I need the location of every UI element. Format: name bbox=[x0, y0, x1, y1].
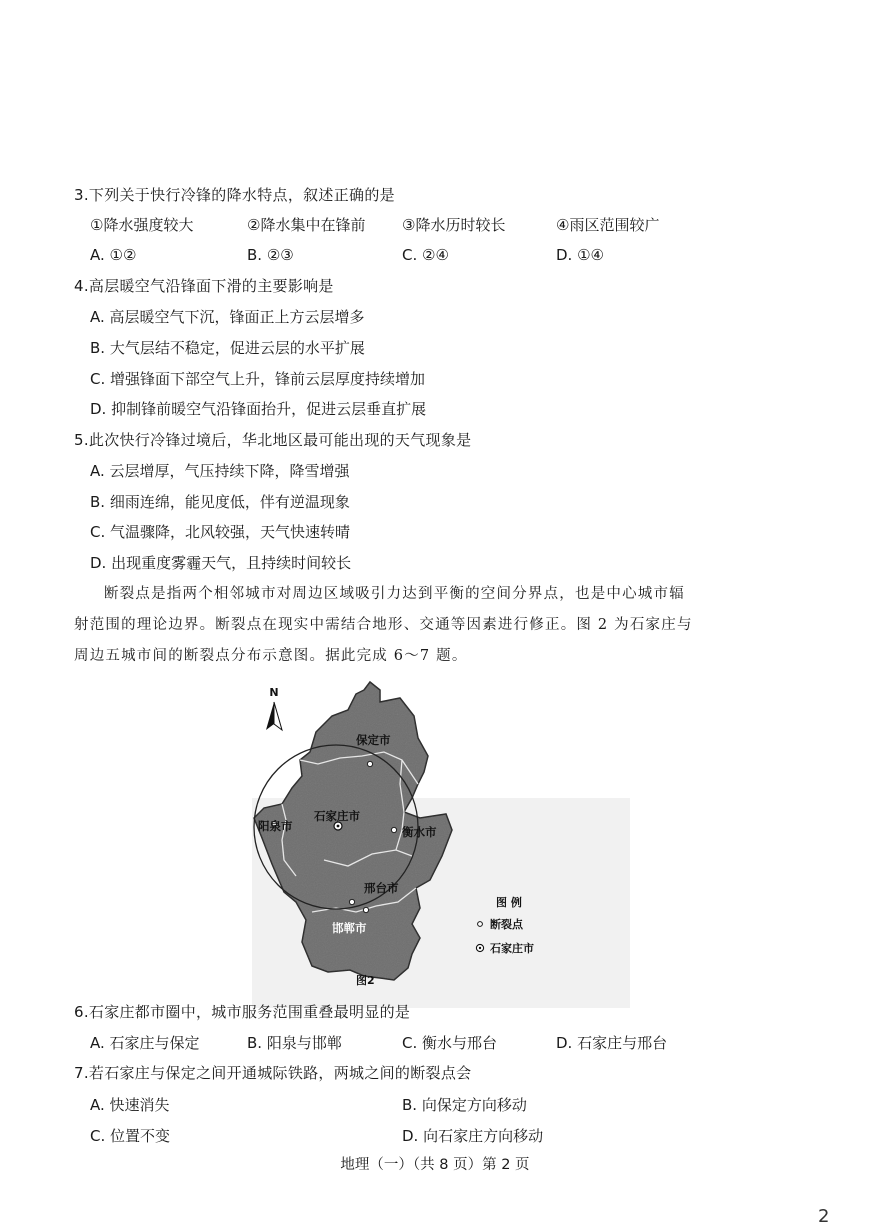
legend-city-icon-dot bbox=[479, 947, 481, 949]
q4-option-d: D. 抑制锋前暖空气沿锋面抬升，促进云层垂直扩展 bbox=[90, 400, 427, 418]
breaking-point-hengshui bbox=[391, 827, 396, 832]
q6-option-b: B. 阳泉与邯郸 bbox=[247, 1034, 342, 1052]
q3-option-a: A. ①② bbox=[90, 246, 137, 264]
q5-option-b: B. 细雨连绵，能见度低，伴有逆温现象 bbox=[90, 493, 350, 511]
map-svg bbox=[252, 680, 632, 1010]
q5-option-d: D. 出现重度雾霾天气，且持续时间较长 bbox=[90, 554, 352, 572]
north-label: N bbox=[269, 686, 279, 699]
q4-stem: 4.高层暖空气沿锋面下滑的主要影响是 bbox=[74, 277, 334, 295]
legend-breaking-point-icon bbox=[478, 922, 483, 927]
q6-option-c: C. 衡水与邢台 bbox=[402, 1034, 498, 1052]
q6-stem: 6.石家庄都市圈中，城市服务范围重叠最明显的是 bbox=[74, 1003, 411, 1021]
q6-option-d: D. 石家庄与邢台 bbox=[556, 1034, 668, 1052]
q5-stem: 5.此次快行冷锋过境后，华北地区最可能出现的天气现象是 bbox=[74, 431, 472, 449]
passage-line-2: 射范围的理论边界。断裂点在现实中需结合地形、交通等因素进行修正。图 2 为石家庄与 bbox=[74, 617, 693, 633]
breaking-point-handan bbox=[363, 907, 368, 912]
legend-title: 图 例 bbox=[496, 896, 522, 909]
q3-option-d: D. ①④ bbox=[556, 246, 604, 264]
city-label-hengshui: 衡水市 bbox=[402, 825, 437, 839]
q3-item-2: ②降水集中在锋前 bbox=[247, 216, 366, 234]
figure-caption: 图2 bbox=[356, 974, 375, 987]
city-label-yangquan: 阳泉市 bbox=[258, 819, 293, 833]
q5-option-a: A. 云层增厚，气压持续下降，降雪增强 bbox=[90, 462, 350, 480]
q5-option-c: C. 气温骤降，北风较强，天气快速转晴 bbox=[90, 523, 351, 541]
page-number: 2 bbox=[818, 1206, 830, 1227]
q4-option-a: A. 高层暖空气下沉，锋面正上方云层增多 bbox=[90, 308, 365, 326]
q7-option-d: D. 向石家庄方向移动 bbox=[402, 1127, 544, 1145]
q7-option-b: B. 向保定方向移动 bbox=[402, 1096, 527, 1114]
city-label-shijiazhuang: 石家庄市 bbox=[314, 809, 360, 823]
q3-item-3: ③降水历时较长 bbox=[402, 216, 506, 234]
shijiazhuang-symbol-dot bbox=[337, 825, 340, 828]
north-arrow-icon bbox=[266, 702, 282, 730]
q6-option-a: A. 石家庄与保定 bbox=[90, 1034, 200, 1052]
q3-option-b: B. ②③ bbox=[247, 246, 294, 264]
q7-stem: 7.若石家庄与保定之间开通城际铁路，两城之间的断裂点会 bbox=[74, 1064, 472, 1082]
q7-option-a: A. 快速消失 bbox=[90, 1096, 170, 1114]
passage-line-1: 断裂点是指两个相邻城市对周边区域吸引力达到平衡的空间分界点，也是中心城市辐 bbox=[104, 586, 685, 602]
figure-2-map bbox=[252, 680, 632, 1010]
passage-line-3: 周边五城市间的断裂点分布示意图。据此完成 6～7 题。 bbox=[74, 648, 468, 664]
q4-option-b: B. 大气层结不稳定，促进云层的水平扩展 bbox=[90, 339, 365, 357]
q7-option-c: C. 位置不变 bbox=[90, 1127, 171, 1145]
breaking-point-baoding bbox=[367, 761, 372, 766]
city-label-baoding: 保定市 bbox=[356, 733, 391, 747]
page-footer: 地理（一）（共 8 页）第 2 页 bbox=[340, 1157, 530, 1173]
q4-option-c: C. 增强锋面下部空气上升，锋前云层厚度持续增加 bbox=[90, 370, 426, 388]
q3-option-c: C. ②④ bbox=[402, 246, 449, 264]
q3-stem: 3.下列关于快行冷锋的降水特点，叙述正确的是 bbox=[74, 186, 395, 204]
legend-item-city: 石家庄市 bbox=[490, 942, 534, 955]
q3-item-4: ④雨区范围较广 bbox=[556, 216, 660, 234]
q3-item-1: ①降水强度较大 bbox=[90, 216, 194, 234]
legend-item-breaking-point: 断裂点 bbox=[490, 918, 523, 931]
breaking-point-xingtai bbox=[349, 899, 354, 904]
city-label-handan: 邯郸市 bbox=[332, 921, 367, 935]
city-label-xingtai: 邢台市 bbox=[364, 881, 399, 895]
